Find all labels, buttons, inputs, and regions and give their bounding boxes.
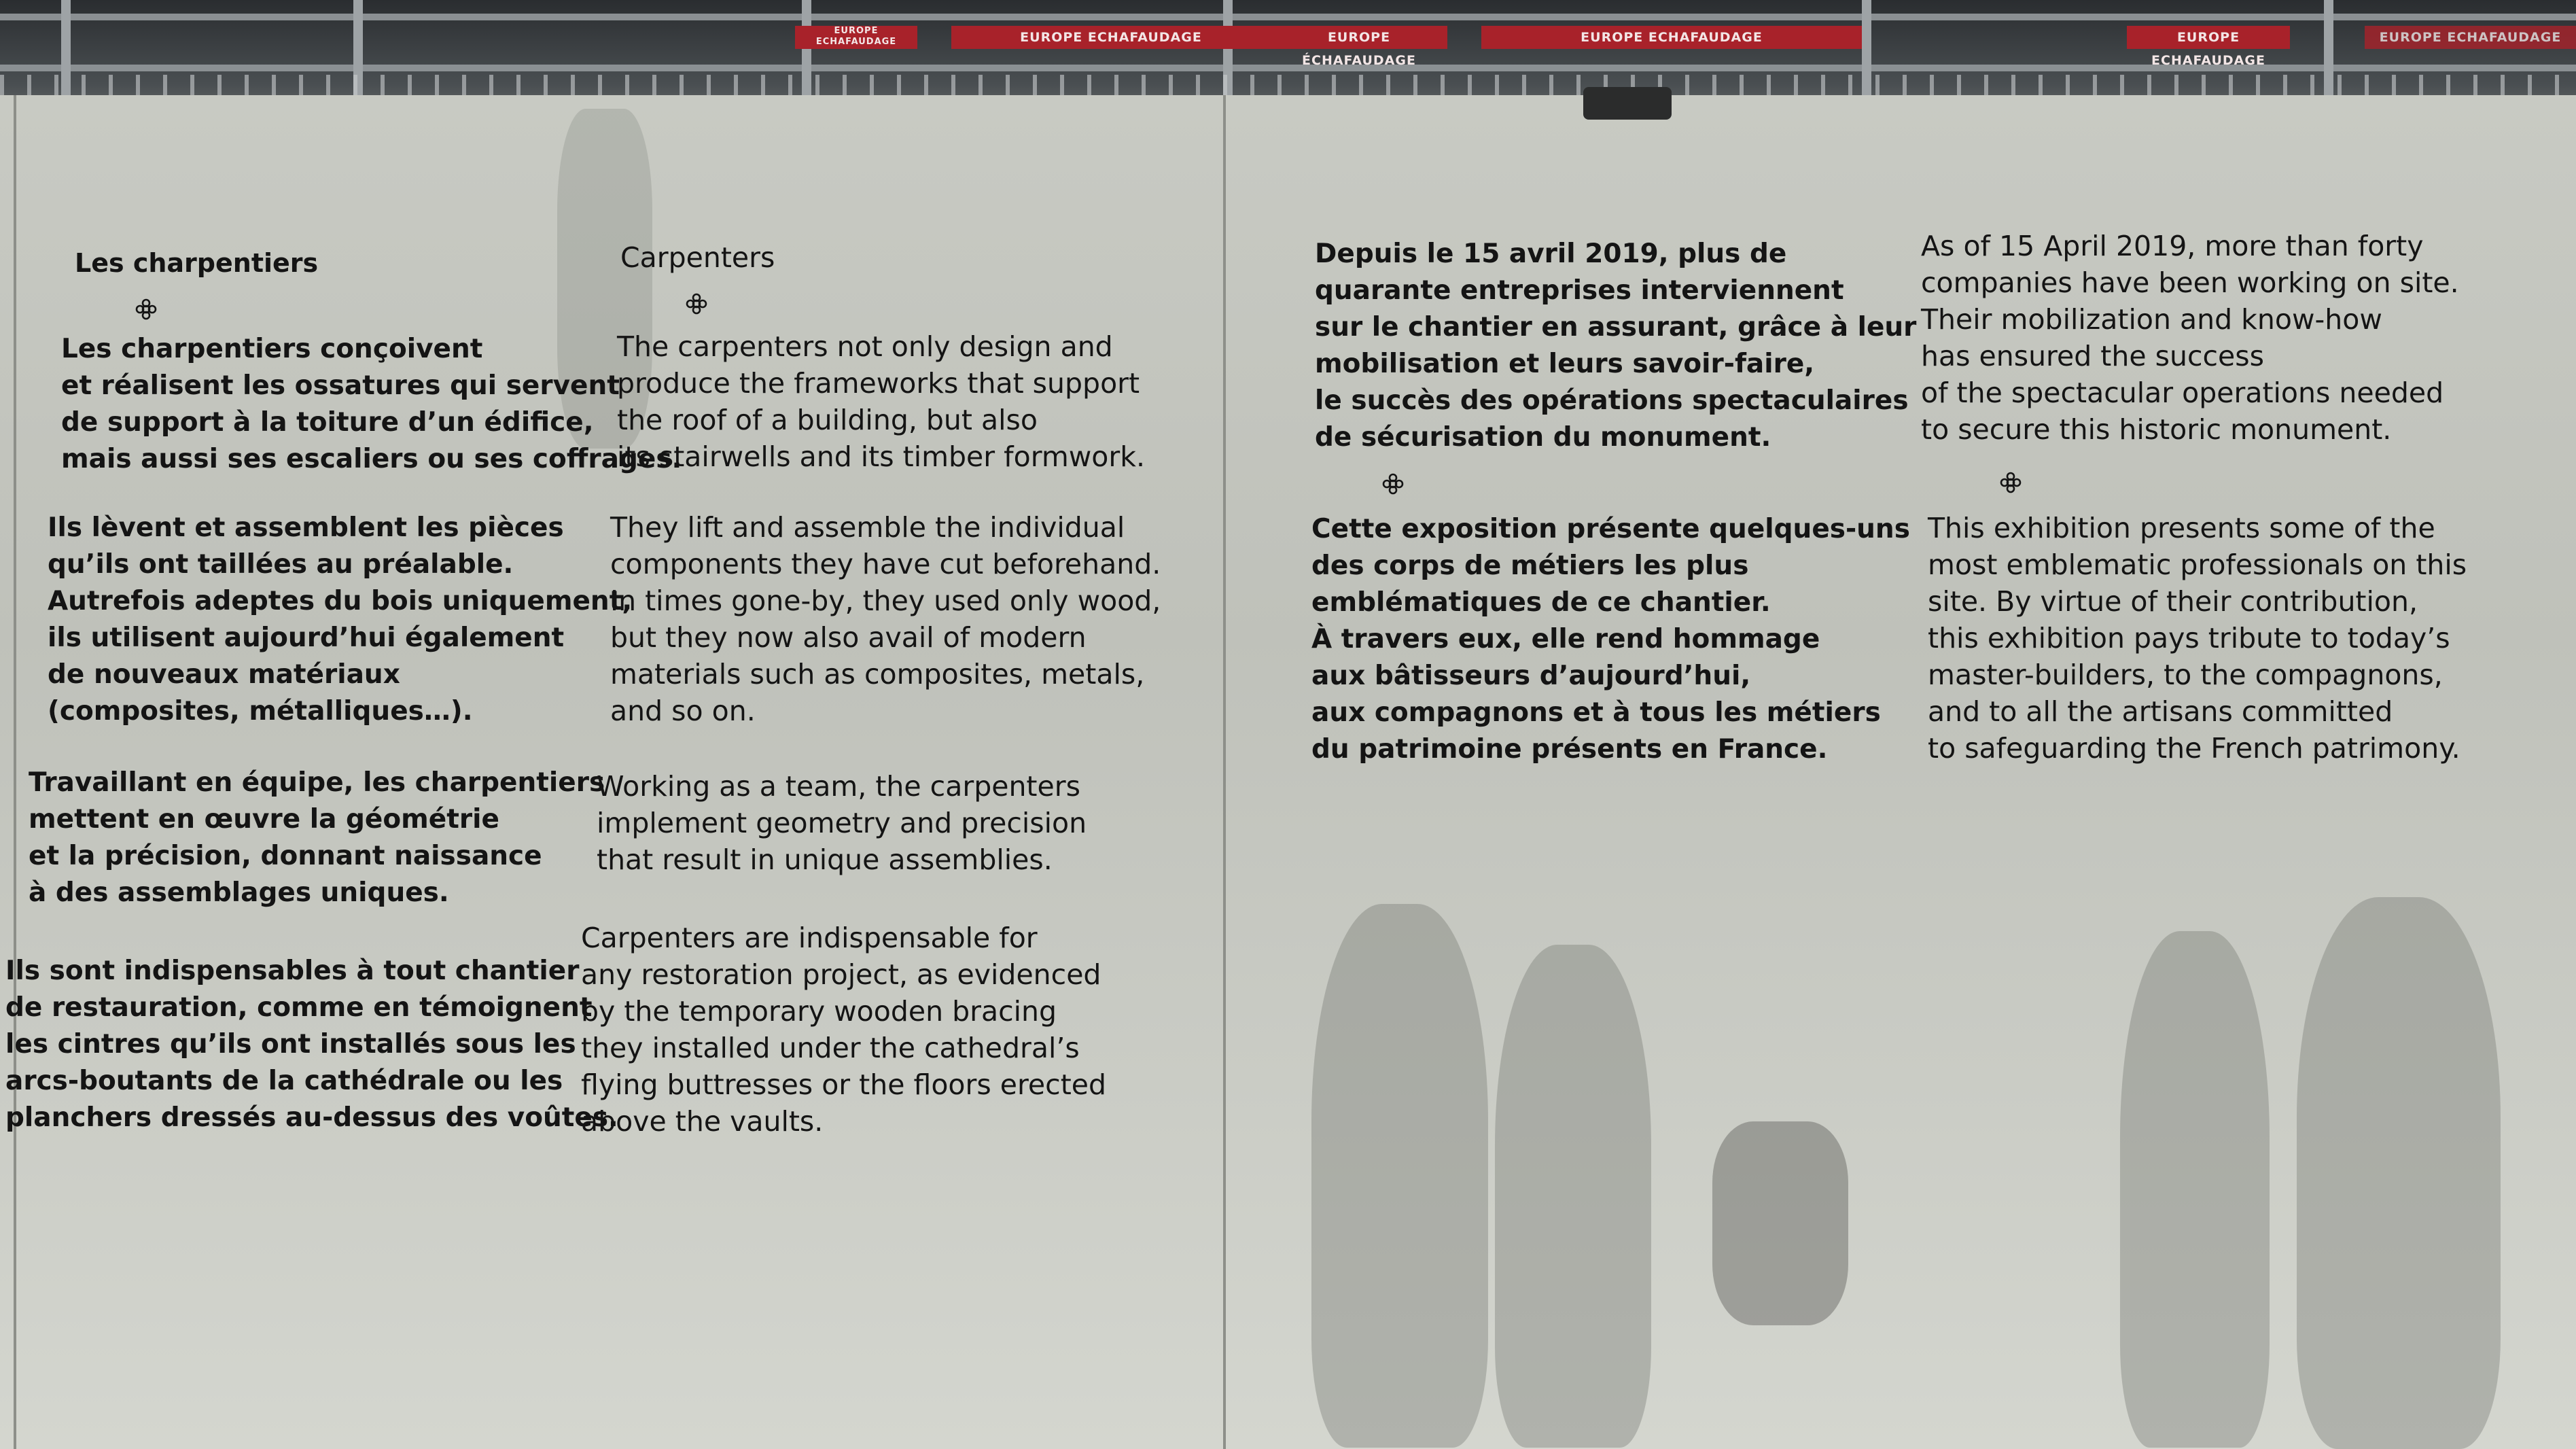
paragraph-fr-intro: Depuis le 15 avril 2019, plus de quarante entreprises interviennent sur le chantier en assurant, grâce à leur mobilisation et leurs savoir-faire, le succès des opérations spectaculaires de sécurisation du monument. [1315, 239, 1917, 453]
scaffold-banner: EUROPE ECHAFAUDAGE [795, 26, 917, 49]
paragraph-en-3: Working as a team, the carpenters implement geometry and precision that result in unique assemblies. [597, 770, 1087, 876]
paragraph-en-exhibition: This exhibition presents some of the most emblematic professionals on this site. By virtue of their contribution, this exhibition pays tribute to today’s master-builders, to the compagnons, and to all the artisans committed to safeguarding the French patrimony. [1928, 512, 2467, 765]
scaffold-rail [0, 14, 2576, 20]
reflection-figure [2120, 931, 2270, 1448]
security-camera [1583, 87, 1672, 120]
paragraph-fr-exhibition: Cette exposition présente quelques-uns des corps de métiers les plus emblématiques de ce chantier. À travers eux, elle rend hommage aux bâtisseurs d’aujourd’hui, aux compagnons et à tous les métiers du patrimoine présents en France. [1311, 514, 1910, 765]
flower-ornament-icon [1999, 471, 2022, 494]
paragraph-fr-2: Ils lèvent et assemblent les pièces qu’ils ont taillées au préalable. Autrefois adeptes du bois uniquement, ils utilisent aujourd’hui également de nouveaux matériaux (composites, métalliques…). [48, 512, 633, 727]
flower-ornament-icon [135, 298, 158, 321]
paragraph-en-1: The carpenters not only design and produce the frameworks that support the roof of a building, but also its stairwells and its timber formwork. [617, 330, 1146, 473]
panel-seam [14, 95, 16, 1449]
paragraph-fr-3: Travaillant en équipe, les charpentiers mettent en œuvre la géométrie et la précision, donnant naissance à des assemblages uniques. [29, 767, 605, 908]
flower-ornament-icon [685, 292, 708, 315]
scaffold-banner: EUROPE ECHAFAUDAGE [1481, 26, 1862, 49]
flower-ornament-icon [1381, 472, 1405, 495]
column-title-fr: Les charpentiers [75, 248, 319, 278]
reflection-figure [1311, 904, 1488, 1448]
scaffold-banner: EUROPE ECHAFAUDAGE [2127, 26, 2290, 49]
scaffold-banner: EUROPE ECHAFAUDAGE [2365, 26, 2576, 49]
reflection-object [1712, 1121, 1848, 1325]
paragraph-fr-4: Ils sont indispensables à tout chantier de restauration, comme en témoignent les cintres qu’ils ont installés sous les arcs-boutants de la cathédrale ou les planchers dressés au-dessus des voûtes. [5, 956, 618, 1133]
paragraph-en-4: Carpenters are indispensable for any restoration project, as evidenced by the temporary wooden bracing they installed under the cathedral’s flying buttresses or the floors erected above the vaults. [581, 922, 1107, 1138]
scaffold-banner: EUROPE ECHAFAUDAGE [951, 26, 1271, 49]
reflection-figure [1495, 945, 1651, 1448]
scaffold-banner: EUROPE ÉCHAFAUDAGE [1271, 26, 1447, 49]
reflection-figure [2297, 897, 2501, 1449]
panel-seam [1223, 95, 1226, 1449]
paragraph-fr-1: Les charpentiers conçoivent et réalisent les ossatures qui servent de support à la toiture d’un édifice, mais aussi ses escaliers ou ses coffrages. [61, 334, 682, 474]
paragraph-en-intro: As of 15 April 2019, more than forty companies have been working on site. Their mobilization and know-how has ensured the success of the spectacular operations needed to secure this historic monument. [1921, 230, 2459, 446]
column-title-en: Carpenters [620, 241, 775, 274]
paragraph-en-2: They lift and assemble the individual components they have cut beforehand. In times gone-by, they used only wood, but they now also avail of modern materials such as composites, metals, and so on. [610, 511, 1161, 727]
barbed-wire [0, 75, 2576, 95]
